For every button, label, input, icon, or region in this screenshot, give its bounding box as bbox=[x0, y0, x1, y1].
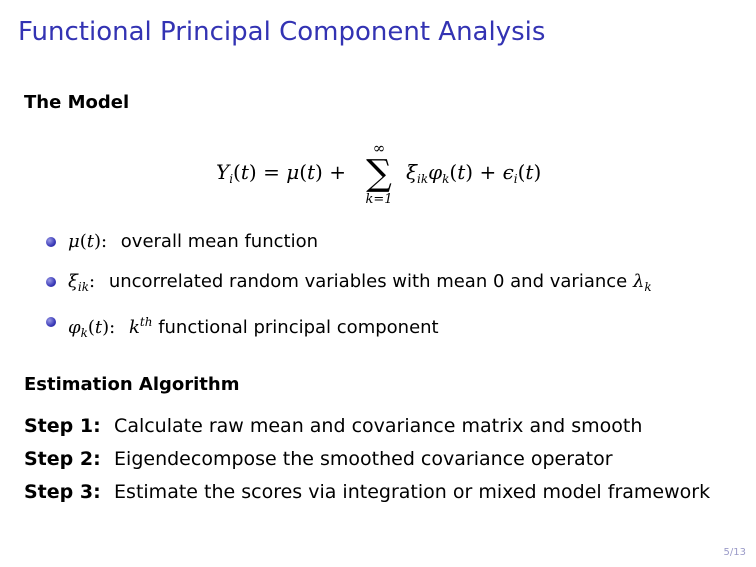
bullet-text: overall mean function bbox=[120, 231, 318, 252]
step-text: Estimate the scores via integration or mixed model framework bbox=[114, 481, 711, 503]
summation-upper-limit: ∞ bbox=[372, 139, 386, 157]
bullet-term: $\varphi_k(t)$: bbox=[68, 317, 116, 340]
model-equation bbox=[216, 140, 556, 210]
step-row bbox=[24, 445, 710, 478]
summation bbox=[356, 140, 402, 208]
step-text: Calculate raw mean and covariance matrix and smooth bbox=[114, 415, 643, 437]
model-bullet-list bbox=[44, 228, 652, 348]
bullet-term: μ(t): bbox=[68, 231, 108, 252]
equation-lhs: $Y_i(t) = \mu(t)$ + bbox=[216, 160, 346, 186]
bullet-text: uncorrelated random variables with mean 0 and variance $\lambda_k$ bbox=[108, 271, 652, 294]
step-label: Step 2: bbox=[24, 448, 101, 470]
equation-rhs: $\xi_{ik}\varphi_k(t) + \epsilon_i(t)$ bbox=[406, 160, 542, 186]
slide-title: Functional Principal Component Analysis bbox=[18, 17, 546, 47]
bullet-icon bbox=[46, 317, 56, 327]
summation-symbol: ∑ bbox=[366, 153, 392, 194]
step-row bbox=[24, 412, 710, 445]
model-heading: The Model bbox=[24, 92, 130, 113]
list-item bbox=[44, 308, 652, 348]
summation-lower-limit: k=1 bbox=[365, 192, 393, 207]
algorithm-steps bbox=[24, 412, 710, 511]
bullet-term: $\xi_{ik}$: bbox=[68, 271, 96, 294]
bullet-icon bbox=[46, 237, 56, 247]
bullet-icon bbox=[46, 277, 56, 287]
bullet-text: $k^{th}$ functional principal component bbox=[128, 315, 439, 338]
list-item bbox=[44, 268, 652, 308]
step-label: Step 3: bbox=[24, 481, 101, 503]
step-label: Step 1: bbox=[24, 415, 101, 437]
page-number: 5/13 bbox=[723, 547, 746, 558]
algorithm-heading: Estimation Algorithm bbox=[24, 374, 240, 395]
list-item bbox=[44, 228, 652, 268]
step-text: Eigendecompose the smoothed covariance operator bbox=[114, 448, 613, 470]
step-row bbox=[24, 478, 710, 511]
